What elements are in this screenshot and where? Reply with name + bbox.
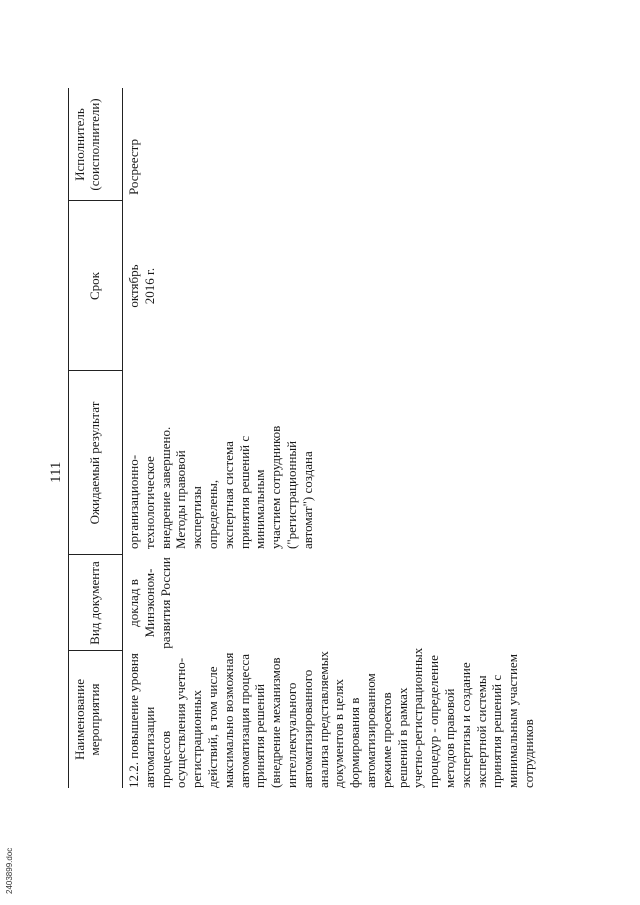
cell-doc-type: доклад в Минэконом- развития России <box>126 557 173 649</box>
rotated-page <box>0 68 575 858</box>
header-name: Наименование мероприятия <box>72 679 102 760</box>
cell-executor: Росреестр <box>126 139 141 195</box>
header-doc-type: Вид документа <box>87 561 102 645</box>
header-deadline: Срок <box>87 272 102 300</box>
page-number: 111 <box>48 461 64 483</box>
file-reference <box>0 847 40 894</box>
header-executor: Исполнитель (соисполнители) <box>72 98 102 191</box>
header-result: Ожидаемый результат <box>87 401 102 525</box>
file-reference-text: 2403899.doc <box>5 847 14 894</box>
table-top-rule <box>68 88 69 788</box>
cell-deadline: октябрь 2016 г. <box>126 264 157 308</box>
cell-result: организационно- технологическое внедрение завершено. Методы правовой экспертизы определены, экспертная система принятия решений с минимальным участием сотрудников ("регистрационный автомат") создана <box>126 425 315 549</box>
cell-name: 12.2. повышение уровня автоматизации процессов осуществления учетно- регистрационных действий, в том числе максимально возможная автоматизация процесса принятия решений (внедрение механизмов интеллектуального автоматизированного анализа представляемых документов в целях формирования в автоматизированном режиме проектов решений в рамках учетно-регистрационных процедур - определение методов правовой экспертизы и создание экспертной системы принятия решений с минимальным участием сотрудников <box>126 647 536 788</box>
header-bottom-rule <box>122 88 123 788</box>
